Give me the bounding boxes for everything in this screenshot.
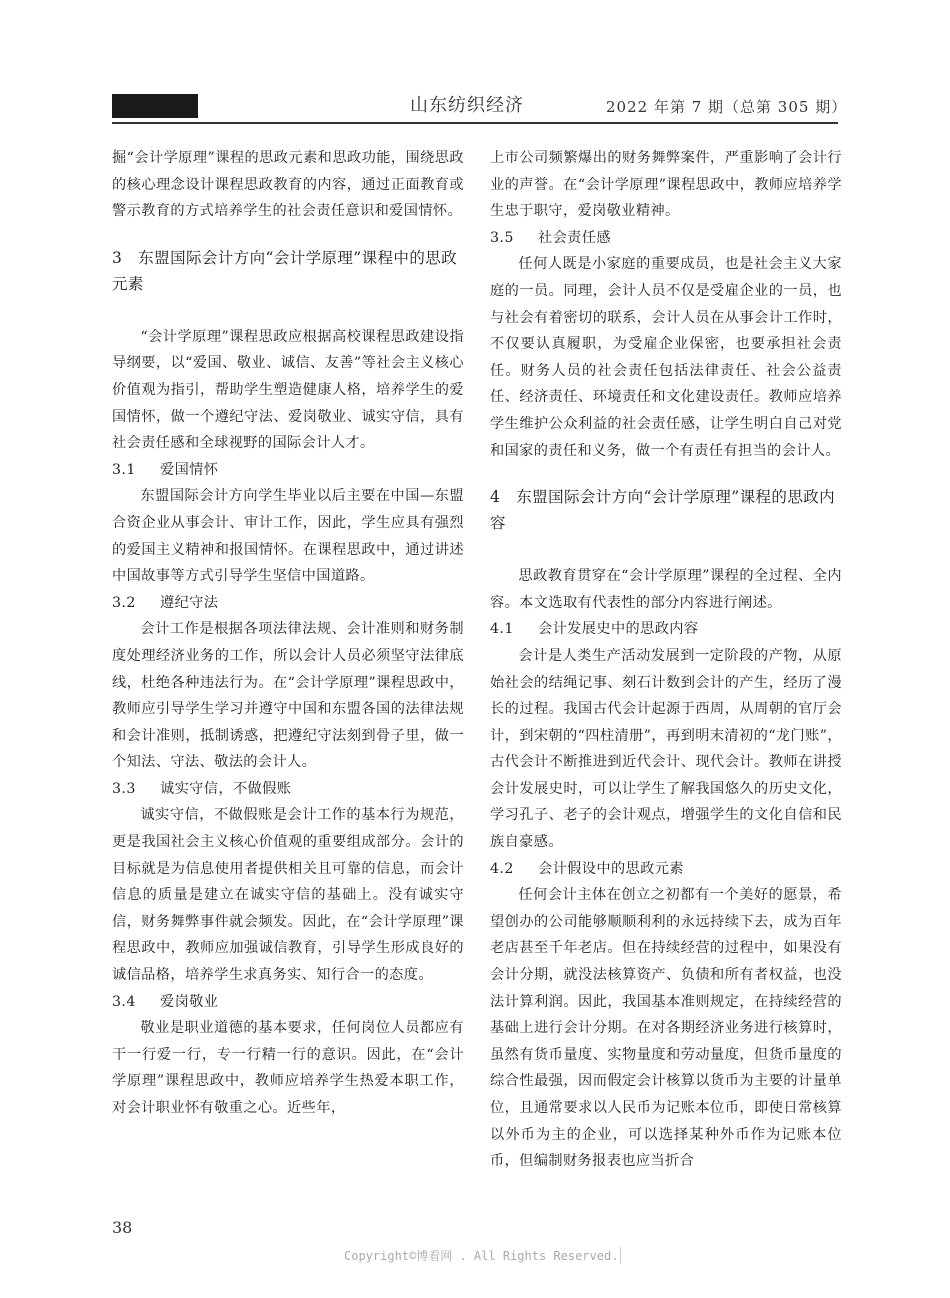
subsection-number: 3.5: [490, 229, 514, 246]
subsection-heading: [112, 457, 464, 484]
header-black-bar: [112, 94, 198, 118]
section-number: 3: [112, 248, 123, 267]
paragraph: 会计是人类生产活动发展到一定阶段的产物，从原始社会的结绳记事、刻石计数到会计的产生，经历了漫长的过程。我国古代会计起源于西周，从周朝的官厅会计，到宋朝的“四柱清册”，再到明末清初的“龙门账”，古代会计不断推进到近代会计、现代会计。教师在讲授会计发展史时，可以让学生了解我国悠久的历史文化，学习孔子、老子的会计观点，增强学生的文化自信和民族自豪感。: [490, 647, 842, 851]
subsection-number: 4.2: [490, 860, 514, 877]
right-column: [490, 145, 842, 1175]
section-heading: [490, 484, 842, 536]
paragraph: 掘“会计学原理”课程的思政元素和思政功能，围绕思政的核心理念设计课程思政教育的内容，通过正面教育或警示教育的方式培养学生的社会责任意识和爱国情怀。: [112, 150, 464, 220]
paragraph: 任何会计主体在创立之初都有一个美好的愿景，希望创办的公司能够顺顺利利的永远持续下去，成为百年老店甚至千年老店。但在持续经营的过程中，如果没有会计分期，就没法核算资产、负债和所有者权益，也没法计算利润。因此，我国基本准则规定，在持续经营的基础上进行会计分期。在对各期经济业务进行核算时，虽然有货币量度、实物量度和劳动量度，但货币量度的综合性最强，因而假定会计核算以货币为主要的计量单位，且通常要求以人民币为记账本位币，即使日常核算以外币为主的企业，可以选择某种外币作为记账本位币，但编制财务报表也应当折合: [490, 887, 842, 1170]
subsection-title: 社会责任感: [538, 229, 611, 246]
left-column: [112, 145, 464, 1122]
subsection-heading: [490, 616, 842, 643]
section-title: 东盟国际会计方向“会计学原理”课程的思政内容: [490, 488, 836, 533]
subsection-title: 诚实守信，不做假账: [160, 780, 292, 797]
paragraph: 任何人既是小家庭的重要成员，也是社会主义大家庭的一员。同理，会计人员不仅是受雇企业的一员，也与社会有着密切的联系，会计人员在从事会计工作时，不仅要认真履职，为受雇企业保密，也要承担社会责任。财务人员的社会责任包括法律责任、社会公益责任、经济责任、环境责任和文化建设责任。教师应培养学生维护公众利益的社会责任感，让学生明白自己对党和国家的责任和义务，做一个有责任有担当的会计人。: [490, 256, 842, 459]
subsection-title: 爱国情怀: [160, 461, 219, 478]
subsection-title: 爱岗敬业: [160, 993, 219, 1010]
section-heading: [112, 245, 464, 297]
subsection-number: 3.2: [112, 594, 136, 611]
header-rule: [112, 122, 838, 124]
subsection-number: 3.1: [112, 461, 136, 478]
copyright-notice: Copyright©博看网 . All Rights Reserved.: [344, 1247, 621, 1264]
subsection-number: 4.1: [490, 621, 514, 638]
subsection-heading: [490, 856, 842, 883]
subsection-heading: [112, 776, 464, 803]
paragraph: 思政教育贯穿在“会计学原理”课程的全过程、全内容。本文选取有代表性的部分内容进行阐述。: [490, 568, 842, 611]
paragraph: 东盟国际会计方向学生毕业以后主要在中国—东盟合资企业从事会计、审计工作，因此，学生应具有强烈的爱国主义精神和报国情怀。在课程思政中，通过讲述中国故事等方式引导学生坚信中国道路。: [112, 488, 464, 585]
subsection-title: 会计假设中的思政元素: [538, 860, 684, 877]
subsection-heading: [112, 989, 464, 1016]
paragraph: 敬业是职业道德的基本要求，任何岗位人员都应有干一行爱一行，专一行精一行的意识。因此，在“会计学原理”课程思政中，教师应培养学生热爱本职工作，对会计职业怀有敬重之心。近些年，: [112, 1020, 464, 1116]
subsection-title: 遵纪守法: [160, 594, 219, 611]
journal-name: 山东纺织经济: [410, 95, 524, 116]
section-number: 4: [490, 488, 501, 507]
subsection-number: 3.4: [112, 993, 136, 1010]
issue-info: 2022 年第 7 期（总第 305 期）: [606, 98, 848, 116]
paragraph: “会计学原理”课程思政应根据高校课程思政建设指导纲要，以“爱国、敬业、诚信、友善”等社会主义核心价值观为指引，帮助学生塑造健康人格，培养学生的爱国情怀，做一个遵纪守法、爱岗敬业、诚实守信，具有社会责任感和全球视野的国际会计人才。: [112, 328, 464, 452]
page-number: 38: [112, 1218, 133, 1237]
paragraph: 诚实守信，不做假账是会计工作的基本行为规范，更是我国社会主义核心价值观的重要组成部分。会计的目标就是为信息使用者提供相关且可靠的信息，而会计信息的质量是建立在诚实守信的基础上。没有诚实守信，财务舞弊事件就会频发。因此，在“会计学原理”课程思政中，教师应加强诚信教育，引导学生形成良好的诚信品格，培养学生求真务实、知行合一的态度。: [112, 807, 464, 984]
section-title: 东盟国际会计方向“会计学原理”课程中的思政元素: [112, 248, 458, 293]
subsection-number: 3.3: [112, 780, 136, 797]
subsection-heading: [112, 590, 464, 617]
paragraph: 上市公司频繁爆出的财务舞弊案件，严重影响了会计行业的声誉。在“会计学原理”课程思政中，教师应培养学生忠于职守，爱岗敬业精神。: [490, 150, 842, 220]
subsection-title: 会计发展史中的思政内容: [538, 621, 699, 638]
subsection-heading: [490, 225, 842, 252]
paragraph: 会计工作是根据各项法律法规、会计准则和财务制度处理经济业务的工作，所以会计人员必须坚守法律底线，杜绝各种违法行为。在“会计学原理”课程思政中，教师应引导学生学习并遵守中国和东盟各国的法律法规和会计准则，抵制诱惑，把遵纪守法刻到骨子里，做一个知法、守法、敬法的会计人。: [112, 621, 464, 771]
